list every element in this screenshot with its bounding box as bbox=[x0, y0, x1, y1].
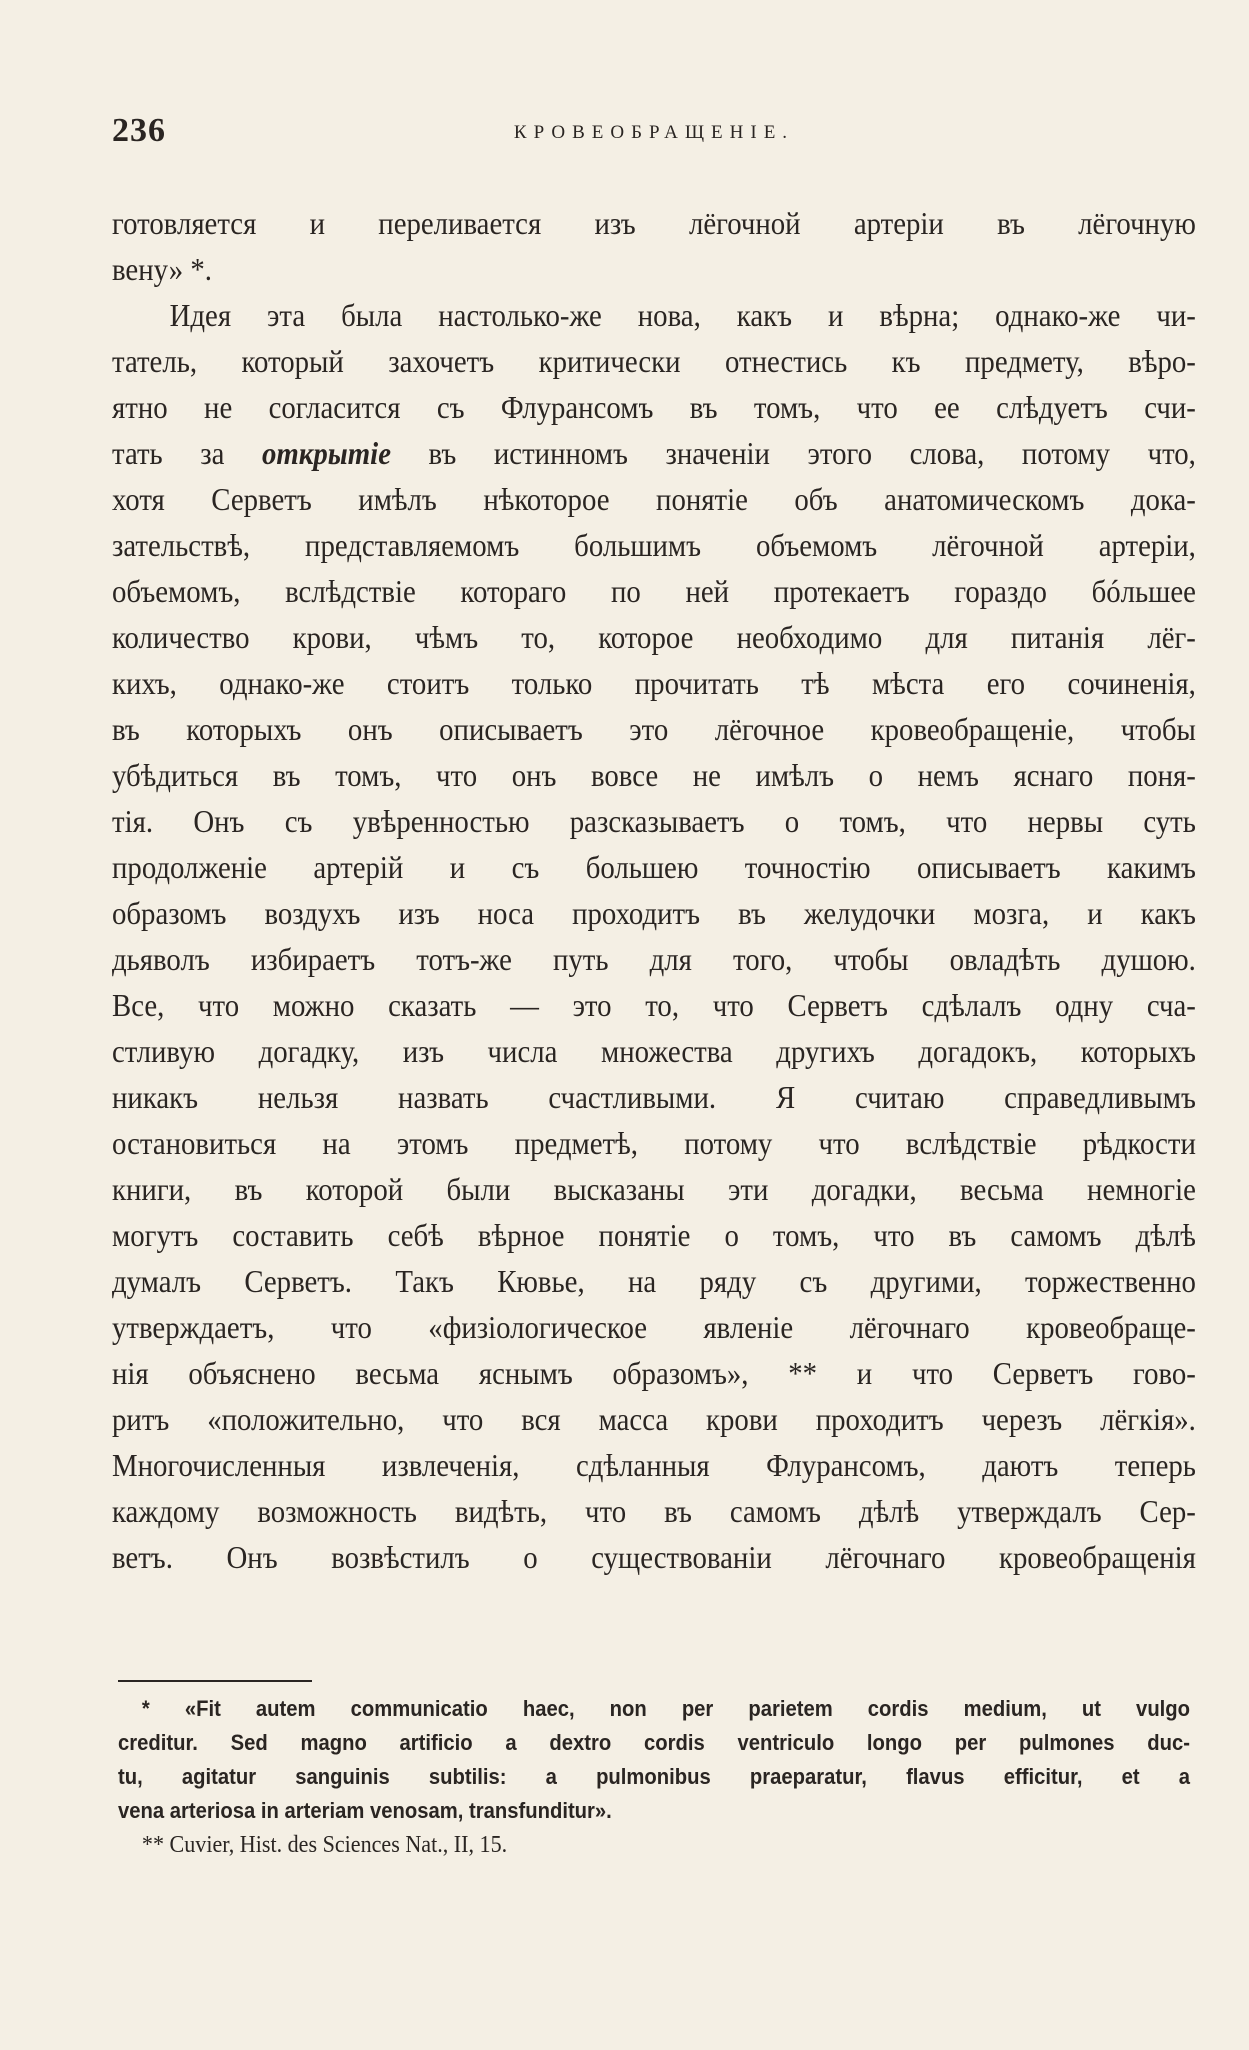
text-line: ветъ. Онъ возвѣстилъ о существованіи лёгочнаго кровеобращенія bbox=[112, 1539, 1196, 1575]
footnote-line: tu, agitatur sanguinis subtilis: a pulmonibus praeparatur, flavus efficitur, et a bbox=[118, 1764, 1191, 1789]
text-line: стливую догадку, изъ числа множества другихъ догадокъ, которыхъ bbox=[112, 1033, 1196, 1069]
text-line: Все, что можно сказать — это то, что Серветъ сдѣлалъ одну сча- bbox=[112, 987, 1196, 1023]
text-line bbox=[112, 430, 1196, 476]
page-number: 236 bbox=[112, 112, 166, 149]
text-line: ритъ «положительно, что вся масса крови проходитъ черезъ лёгкія». bbox=[112, 1401, 1196, 1437]
text-fragment: въ истинномъ значеніи этого слова, потому что, bbox=[428, 435, 1196, 471]
text-line: количество крови, чѣмъ то, которое необходимо для питанія лёг- bbox=[112, 619, 1196, 655]
footnote-divider bbox=[118, 1680, 312, 1682]
running-head: КРОВЕОБРАЩЕНІЕ. bbox=[513, 122, 795, 143]
text-line: вену» *. bbox=[112, 251, 212, 287]
footnote-line: ** Cuvier, Hist. des Sciences Nat., II, 15. bbox=[141, 1832, 508, 1858]
page-header bbox=[112, 112, 1196, 152]
text-line: убѣдиться въ томъ, что онъ вовсе не имѣлъ о немъ яснаго поня- bbox=[112, 757, 1196, 793]
text-line: дьяволъ избираетъ тотъ-же путь для того, чтобы овладѣть душою. bbox=[112, 941, 1196, 977]
text-line: кихъ, однако-же стоитъ только прочитать тѣ мѣста его сочиненія, bbox=[112, 665, 1196, 701]
text-line: остановиться на этомъ предметѣ, потому что вслѣдствіе рѣдкости bbox=[112, 1125, 1196, 1161]
footnote-line: * «Fit autem communicatio haec, non per parietem cordis medium, ut vulgo bbox=[141, 1696, 1191, 1721]
text-line: хотя Серветъ имѣлъ нѣкоторое понятіе объ анатомическомъ дока- bbox=[112, 481, 1196, 517]
text-line: каждому возможность видѣть, что въ самомъ дѣлѣ утверждалъ Сер- bbox=[112, 1493, 1196, 1529]
text-line: нія объяснено весьма яснымъ образомъ», ** и что Серветъ гово- bbox=[112, 1355, 1196, 1391]
text-line: продолженіе артерій и съ большею точностію описываетъ какимъ bbox=[112, 849, 1196, 885]
emphasized-word: открытіе bbox=[262, 435, 391, 471]
text-line: въ которыхъ онъ описываетъ это лёгочное кровеобращеніе, чтобы bbox=[112, 711, 1196, 747]
text-line: тія. Онъ съ увѣренностью разсказываетъ о томъ, что нервы суть bbox=[112, 803, 1196, 839]
footnote-line: vena arteriosa in arteriam venosam, transfunditur». bbox=[118, 1798, 612, 1823]
text-line: татель, который захочетъ критически отнестись къ предмету, вѣро- bbox=[112, 343, 1196, 379]
text-line: Идея эта была настолько-же нова, какъ и вѣрна; однако-же чи- bbox=[169, 297, 1196, 333]
text-fragment: тать за bbox=[112, 435, 225, 471]
text-line: книги, въ которой были высказаны эти догадки, весьма немногіе bbox=[112, 1171, 1196, 1207]
text-line: Многочисленныя извлеченія, сдѣланныя Флурансомъ, даютъ теперь bbox=[112, 1447, 1196, 1483]
text-line: думалъ Серветъ. Такъ Кювье, на ряду съ другими, торжественно bbox=[112, 1263, 1196, 1299]
footnote-line: creditur. Sed magno artificio a dextro cordis ventriculo longo per pulmones duc- bbox=[118, 1730, 1191, 1755]
text-line: утверждаетъ, что «физіологическое явленіе лёгочнаго кровеобраще- bbox=[112, 1309, 1196, 1345]
body-text bbox=[112, 200, 1196, 1580]
text-line: объемомъ, вслѣдствіе котораго по ней протекаетъ гораздо бóльшее bbox=[112, 573, 1196, 609]
text-line: ятно не согласится съ Флурансомъ въ томъ, что ее слѣдуетъ счи- bbox=[112, 389, 1196, 425]
footnotes bbox=[118, 1692, 1190, 1862]
text-line: образомъ воздухъ изъ носа проходитъ въ желудочки мозга, и какъ bbox=[112, 895, 1196, 931]
text-line: готовляется и переливается изъ лёгочной артеріи въ лёгочную bbox=[112, 205, 1196, 241]
text-line: никакъ нельзя назвать счастливыми. Я считаю справедливымъ bbox=[112, 1079, 1196, 1115]
text-line: зательствѣ, представляемомъ большимъ объемомъ лёгочной артеріи, bbox=[112, 527, 1196, 563]
text-line: могутъ составить себѣ вѣрное понятіе о томъ, что въ самомъ дѣлѣ bbox=[112, 1217, 1196, 1253]
